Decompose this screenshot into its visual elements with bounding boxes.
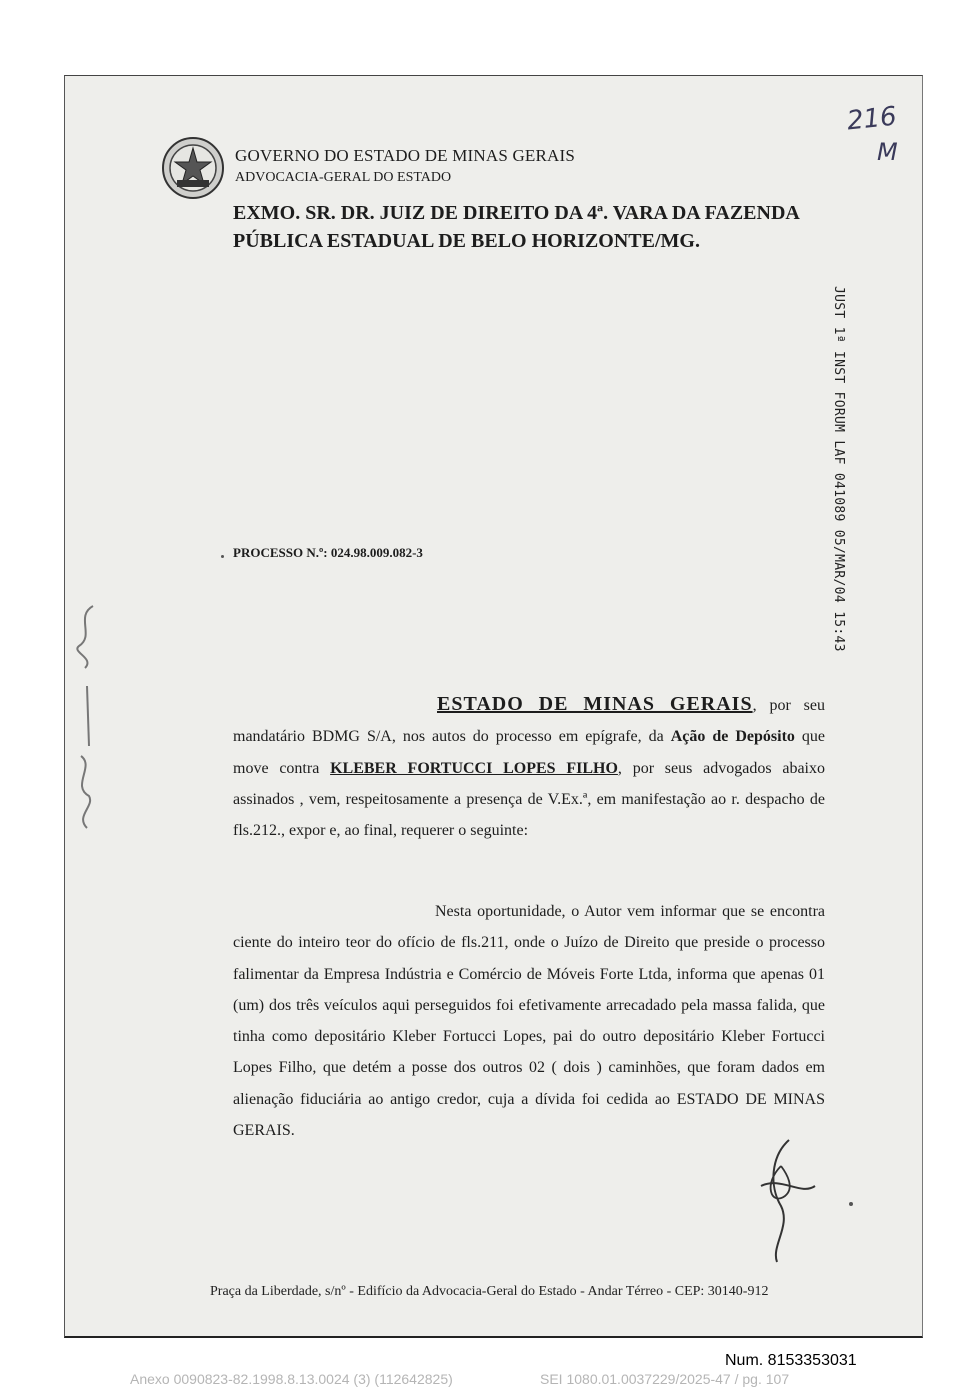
coat-of-arms-seal bbox=[161, 136, 225, 200]
speck bbox=[849, 1202, 853, 1206]
sei-reference: SEI 1080.01.0037229/2025-47 / pg. 107 bbox=[540, 1371, 790, 1387]
paragraph-intro bbox=[233, 689, 825, 846]
protocol-stamp: JUST 1ª INST FORUM LAF 041089 05/MAR/04 15:43 bbox=[831, 286, 846, 652]
handwritten-signature bbox=[741, 1136, 821, 1266]
page-footer-address: Praça da Liberdade, s/nº - Edifício da Advocacia-Geral do Estado - Andar Térreo - CEP: 30140-912 bbox=[210, 1284, 769, 1299]
para1-text-1: , por seu mandatário BDMG S/A, nos autos do processo em epígrafe, da bbox=[233, 697, 826, 746]
para1-text-3: , por seus advogados abaixo assinados , vem, respeitosamente a presença de V.Ex.ª, em manifestação ao r. despacho de fls.212., expor e, ao final, requerer o seguinte: bbox=[233, 759, 826, 840]
document-page bbox=[64, 75, 923, 1338]
para1-text-2: que move contra bbox=[233, 728, 826, 777]
document-number: Num. 8153353031 bbox=[725, 1352, 857, 1369]
header-agency: ADVOCACIA-GERAL DO ESTADO bbox=[235, 170, 452, 185]
header-government: GOVERNO DO ESTADO DE MINAS GERAIS bbox=[235, 146, 576, 165]
para2-text: Nesta oportunidade, o Autor vem informar que se encontra ciente do inteiro teor do ofício de fls.211, onde o Juízo de Direito que preside o processo falimentar da Empresa Indústria e Comércio de Móveis Forte Ltda, informa que apenas 01 (um) dos três veículos aqui perseguidos foi efetivamente arrecadado pela massa falida, que tinha como depositário Kleber Fortucci Lopes, pai do outro depositário Kleber Fortucci Lopes Filho, que detém a posse dos outros 02 ( dois ) caminhões, que foram dados em alienação fiduciária ao antigo credor, cuja a dívida foi cedida ao ESTADO DE MINAS GERAIS. bbox=[233, 903, 825, 1140]
addressee-heading bbox=[233, 199, 873, 255]
addressee-line-1: EXMO. SR. DR. JUIZ DE DIREITO DA 4ª. VARA DA FAZENDA bbox=[233, 202, 800, 224]
handwritten-initial: M bbox=[877, 138, 898, 166]
action-name: Ação de Depósito bbox=[670, 728, 795, 746]
addressee-line-2: PÚBLICA ESTADUAL DE BELO HORIZONTE/MG. bbox=[233, 230, 700, 252]
process-number: PROCESSO N.º: 024.98.009.082-3 bbox=[233, 545, 423, 560]
annex-reference: Anexo 0090823-82.1998.8.13.0024 (3) (112642825) bbox=[130, 1371, 453, 1387]
handwritten-page-number: 216 bbox=[845, 101, 899, 137]
defendant-name: KLEBER FORTUCCI LOPES FILHO bbox=[330, 759, 618, 777]
margin-handwriting bbox=[65, 596, 105, 836]
speck bbox=[221, 555, 224, 558]
paragraph-information bbox=[233, 896, 825, 1146]
party-name: ESTADO DE MINAS GERAIS bbox=[437, 693, 753, 715]
